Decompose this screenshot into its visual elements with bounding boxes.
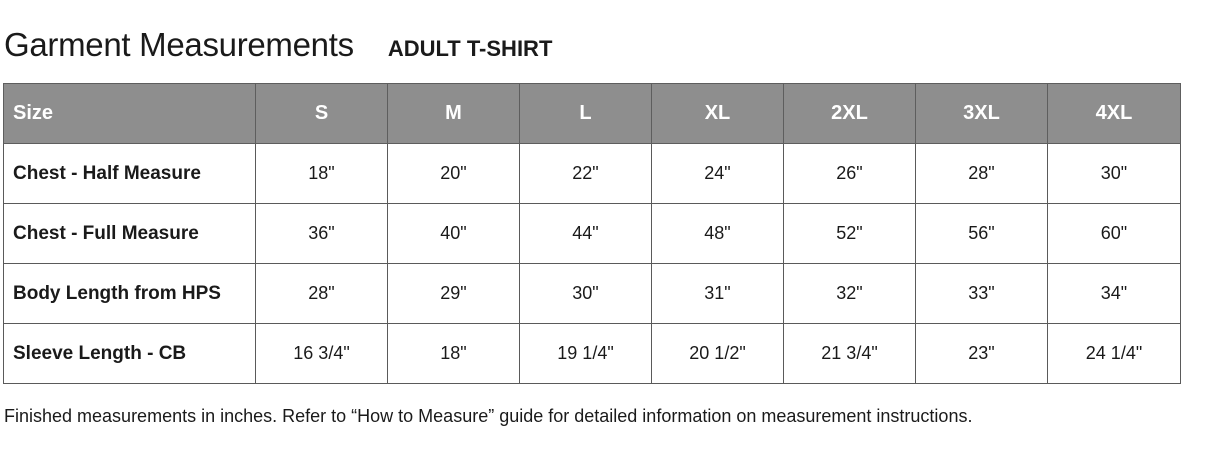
table-cell: 20 1/2" [652, 324, 784, 384]
table-cell: 32" [784, 264, 916, 324]
size-corner-label: Size [4, 84, 256, 144]
table-cell: 28" [916, 144, 1048, 204]
size-header-s: S [256, 84, 388, 144]
row-label-sleeve-length: Sleeve Length - CB [4, 324, 256, 384]
table-cell: 23" [916, 324, 1048, 384]
size-header-m: M [388, 84, 520, 144]
size-header-3xl: 3XL [916, 84, 1048, 144]
table-cell: 44" [520, 204, 652, 264]
table-cell: 20" [388, 144, 520, 204]
table-cell: 28" [256, 264, 388, 324]
product-type-subtitle: ADULT T-SHIRT [387, 36, 553, 61]
table-cell: 40" [388, 204, 520, 264]
table-cell: 29" [388, 264, 520, 324]
size-header-row [4, 84, 1181, 144]
table-cell: 21 3/4" [784, 324, 916, 384]
table-cell: 26" [784, 144, 916, 204]
title-row [4, 26, 552, 64]
table-cell: 18" [256, 144, 388, 204]
row-label-chest-full: Chest - Full Measure [4, 204, 256, 264]
table-cell: 24 1/4" [1048, 324, 1181, 384]
table-cell: 60" [1048, 204, 1181, 264]
size-header-4xl: 4XL [1048, 84, 1181, 144]
table-cell: 36" [256, 204, 388, 264]
table-cell: 52" [784, 204, 916, 264]
table-cell: 22" [520, 144, 652, 204]
table-row [4, 144, 1181, 204]
measurement-footnote: Finished measurements in inches. Refer to “How to Measure” guide for detailed information on measurement instructions. [4, 406, 973, 426]
table-cell: 19 1/4" [520, 324, 652, 384]
size-header-xl: XL [652, 84, 784, 144]
table-cell: 33" [916, 264, 1048, 324]
table-cell: 30" [1048, 144, 1181, 204]
table-row [4, 264, 1181, 324]
table-row [4, 204, 1181, 264]
table-row [4, 324, 1181, 384]
table-cell: 18" [388, 324, 520, 384]
row-label-body-length: Body Length from HPS [4, 264, 256, 324]
size-header-2xl: 2XL [784, 84, 916, 144]
size-header-l: L [520, 84, 652, 144]
table-cell: 30" [520, 264, 652, 324]
table-cell: 24" [652, 144, 784, 204]
measurement-table [3, 83, 1181, 384]
page-title: Garment Measurements [4, 26, 354, 63]
table-cell: 16 3/4" [256, 324, 388, 384]
row-label-chest-half: Chest - Half Measure [4, 144, 256, 204]
table-cell: 34" [1048, 264, 1181, 324]
table-cell: 31" [652, 264, 784, 324]
table-cell: 48" [652, 204, 784, 264]
table-cell: 56" [916, 204, 1048, 264]
